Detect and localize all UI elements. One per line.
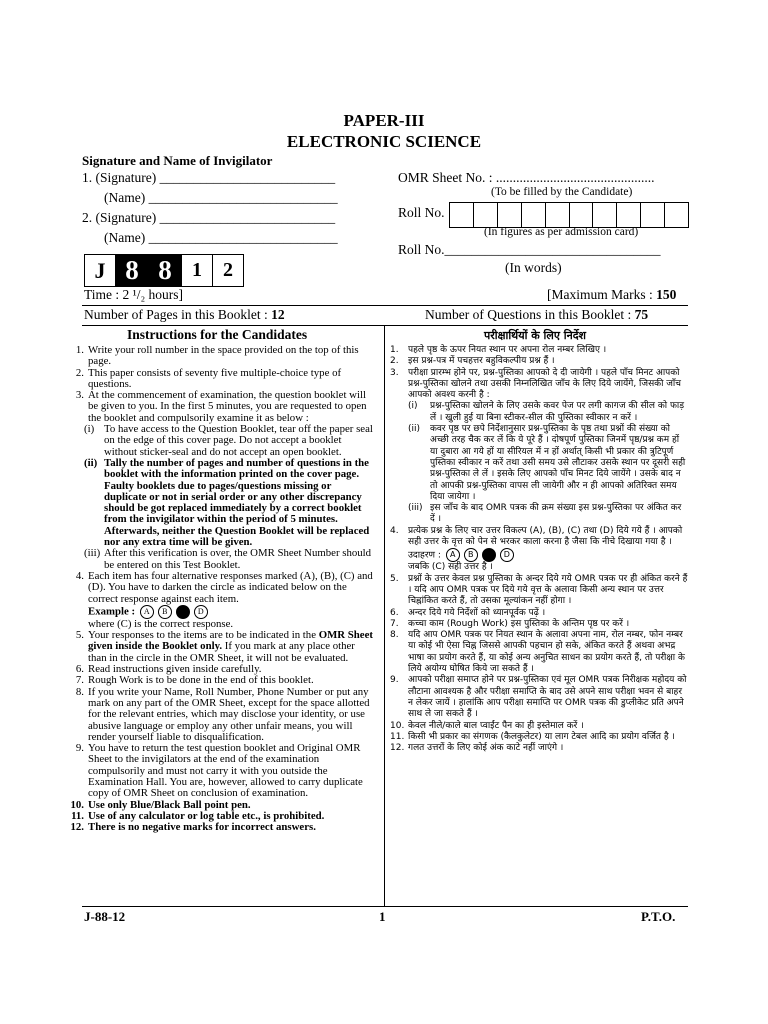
list-item: 9. आपको परीक्षा समाप्त होने पर प्रश्न-पुस्तिका एवं मूल OMR पत्रक निरीक्षक महोदय को लौटाना आवश्यक है और परीक्षा समाप्ति के बाद उसे अपने साथ परीक्षा भवन से बाहर न लेकर जायें । हालांकि आप परीक्षा समाप्ति पर OMR पत्रक की डुप्लीकेट प्रति अपने साथ ले जा सकते हैं । [390,675,687,720]
time-allowed: Time : 2 ¹/₂ hours] [84,287,184,302]
code-digit-3: 1 [182,255,213,286]
option-d-circle: D [500,548,514,562]
list-item: 4. प्रत्येक प्रश्न के लिए चार उत्तर विकल्प (A), (B), (C) तथा (D) दिये गये हैं । आपको सही उत्तर के वृत्त को पेन से भरकर काला करना है जैसा कि नीचे दिखाया गया है । [390,525,683,548]
list-item: 9. You have to return the test question booklet and Original OMR Sheet to the invigilators at the end of the examination compulsorily and must not carry it with you outside the Examination Hall. You are, however, allowed to carry duplicate copy of OMR Sheet on conclusion of examination. [75,742,363,800]
omr-filled-by-note: (To be filled by the Candidate) [491,186,633,198]
questions-count: Number of Questions in this Booklet : 75 [425,307,649,322]
roll-number-boxes[interactable] [449,202,689,228]
invigilator-signature-2: 2. (Signature) __________________________ [82,210,336,225]
list-item: 1. पहले पृष्ठ के ऊपर नियत स्थान पर अपना रोल नम्बर लिखिए । [390,345,607,355]
list-item: (i) To have access to the Question Booklet, tear off the paper seal on the edge of this cover page. Do not accept a booklet without sticker-seal and do not accept an open booklet. [84,423,373,458]
divider-bottom [82,906,688,907]
invigilator-name-1: (Name) ____________________________ [104,190,338,205]
list-item: (ii) Tally the number of pages and number of questions in the booklet with the information printed on the cover page. Faulty booklets due to pages/questions missing or duplicate or not in serial order or any other discrepancy should be got replaced immediately by a correct booklet from the invigilator within the period of 5 minutes. Afterwards, neither the Question Booklet will be replaced nor any extra time will be given. [84,456,370,549]
list-item: 6. अन्दर दिये गये निर्देशों को ध्यानपूर्वक पढ़ें । [390,607,546,618]
list-item: 6. Read instructions given inside carefully. [75,663,262,676]
roll-number-words: Roll No.________________________________ [398,242,661,257]
list-item: 10. केवल नीले/काले बाल प्वाईंट पैन का ही इस्तेमाल करें । [390,720,584,731]
page-number: 1 [379,909,386,924]
list-item: 2. इस प्रश्न-पत्र में पचहत्तर बहुविकल्पीय प्रश्न हैं । [390,356,555,367]
option-a-circle: A [446,548,460,562]
example-note: जबकि (C) सही उत्तर है । [408,562,493,573]
list-item: (i) प्रश्न-पुस्तिका खोलने के लिए उसके कवर पेज पर लगी कागज की सील को फाड़ लें । खुली हुई या बिना स्टीकर-सील की पुस्तिका स्वीकार न करें । [408,401,685,423]
option-a-circle: A [140,605,154,619]
paper-title: PAPER-III [343,111,425,130]
divider-top [82,305,688,306]
hindi-instructions [390,345,688,754]
list-item: 1. Write your roll number in the space provided on the top of this page. [75,344,359,368]
list-item: 2. This paper consists of seventy five multiple-choice type of questions. [75,366,342,390]
divider-middle [82,325,688,326]
list-item: 12. There is no negative marks for incorrect answers. [70,821,316,834]
in-words-note: (In words) [505,260,562,275]
column-divider [384,326,385,906]
example-row: उदाहरण : A B C D [390,548,688,562]
pages-count: Number of Pages in this Booklet : 12 [84,307,285,322]
invigilator-signature-1: 1. (Signature) __________________________ [82,170,336,185]
list-item: 3. परीक्षा प्रारम्भ होने पर, प्रश्न-पुस्तिका आपको दे दी जायेगी । पहले पाँच मिनट आपको प्रश्न-पुस्तिका खोलने तथा उसकी निम्नलिखित जाँच के लिए दिये जायेंगे, जिसकी जाँच आपको अवश्य करनी है : [390,367,681,401]
list-item: 7. कच्चा काम (Rough Work) इस पुस्तिका के अन्तिम पृष्ठ पर करें । [390,618,630,629]
code-digit-2: 8 [149,255,182,286]
list-item: 12. गलत उत्तरों के लिए कोई अंक काटे नहीं जाएंगे । [390,743,564,754]
maximum-marks: [Maximum Marks : 150 [547,287,677,302]
list-item: (ii) कवर पृष्ठ पर छपे निर्देशानुसार प्रश्न-पुस्तिका के पृष्ठ तथा प्रश्नों की संख्या को अच्छी तरह चैक कर लें कि ये पूरे हैं । दोषपूर्ण पुस्तिका जिनमें पृष्ठ/प्रश्न कम हों या दुबारा आ गये हों या सीरियल में न हों अर्थात् किसी भी प्रकार की त्रुटिपूर्ण पुस्तिका स्वीकार न करें तथा उसी समय उसे लौटाकर उसके स्थान पर दूसरी सही प्रश्न-पुस्तिका ले लें । इसके लिए आपको पाँच मिनट दिये जायेंगे । उसके बाद न तो आपकी प्रश्न-पुस्तिका वापस ली जायेगी और न ही आपको अतिरिक्त समय दिया जायेगा । [408,424,686,502]
code-letter: J [85,255,116,286]
english-instructions-heading: Instructions for the Candidates [127,327,308,342]
option-d-circle: D [194,605,208,619]
list-item: 5. प्रश्नों के उत्तर केवल प्रश्न पुस्तिका के अन्दर दिये गये OMR पत्रक पर ही अंकित करने हैं । यदि आप OMR पत्रक पर दिये गये वृत्त के अलावा किसी अन्य स्थान पर उत्तर चिह्नांकित करते हैं, तो उसका मूल्यांकन नहीं होगा । [390,573,688,607]
list-item: 8. If you write your Name, Roll Number, Phone Number or put any mark on any part of the OMR Sheet, except for the space allotted for the relevant entries, which may disclose your identity, or use abusive language or employ any other unfair means, you will render yourself liable to disqualification. [75,685,370,743]
list-item: 4. Each item has four alternative responses marked (A), (B), (C) and (D). You have to darken the circle as indicated below on the correct response against each item. [75,569,373,605]
subject-title: ELECTRONIC SCIENCE [286,132,482,151]
invigilator-name-2: (Name) ____________________________ [104,230,338,245]
list-item: 3. At the commencement of examination, the question booklet will be given to you. In the first 5 minutes, you are requested to open the booklet and compulsorily examine it as below : [75,389,367,424]
omr-sheet-number: OMR Sheet No. : ............................................... [398,170,655,185]
code-digit-1: 8 [116,255,149,286]
option-c-filled-circle: C [176,605,190,619]
list-item: 5. Your responses to the items are to be indicated in the OMR Sheet given inside the Booklet only. If you mark at any place other than in the circle in the OMR Sheet, it will not be evaluated. [75,629,373,664]
code-digit-4: 2 [223,259,233,281]
option-c-filled-circle: C [482,548,496,562]
pto-label: P.T.O. [641,909,676,924]
list-item: 7. Rough Work is to be done in the end of this booklet. [75,674,314,687]
example-note: where (C) is the correct response. [88,617,234,630]
list-item: 8. यदि आप OMR पत्रक पर नियत स्थान के अलावा अपना नाम, रोल नम्बर, फोन नम्बर या कोई भी ऐसा चिह्न जिससे आपकी पहचान हो सके, अंकित करते हैं अथवा अभद्र भाषा का प्रयोग करते हैं, या कोई अन्य अनुचित साधन का प्रयोग करते हैं, तो परीक्षा के लिये अयोग्य घोषित किये जा सकते हैं । [390,630,685,675]
roll-number-label: Roll No. [398,205,445,220]
option-b-circle: B [464,548,478,562]
example-row: Example : A B C D [66,605,376,619]
roll-number-hint: (In figures as per admission card) [484,226,639,238]
list-item: 11. Use of any calculator or log table etc., is prohibited. [71,809,325,822]
english-instructions [66,345,376,833]
paper-code-box [84,254,244,287]
list-item: 11. किसी भी प्रकार का संगणक (कैलकुलेटर) या लाग टेबल आदि का प्रयोग वर्जित है । [390,731,675,742]
invigilator-heading: Signature and Name of Invigilator [82,153,273,168]
list-item: (iii) After this verification is over, the OMR Sheet Number should be entered on this Test Booklet. [84,547,372,571]
list-item: 10. Use only Blue/Black Ball point pen. [70,798,251,811]
hindi-instructions-heading: परीक्षार्थियों के लिए निर्देश [484,329,587,342]
footer-paper-code: J-88-12 [84,909,126,924]
list-item: (iii) इस जाँच के बाद OMR पत्रक की क्रम संख्या इस प्रश्न-पुस्तिका पर अंकित कर दें । [408,503,682,525]
option-b-circle: B [158,605,172,619]
